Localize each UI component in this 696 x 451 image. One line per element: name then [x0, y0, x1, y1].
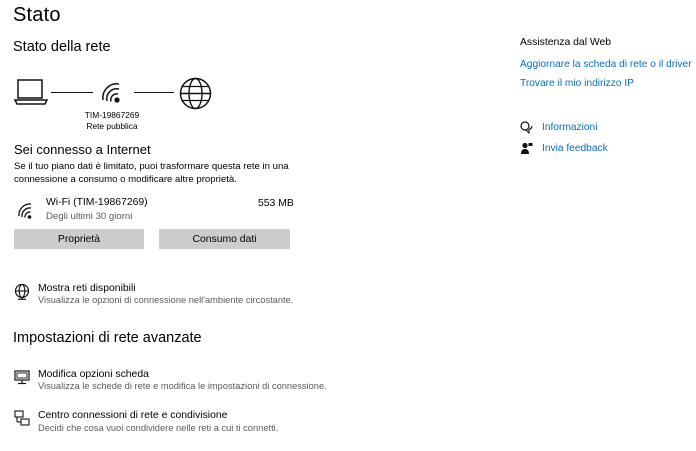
wifi-icon [101, 80, 129, 106]
feedback-icon [520, 142, 533, 155]
network-type: Rete pubblica [86, 121, 138, 131]
network-sharing-center-link[interactable]: Centro connessioni di rete e condivisione [38, 410, 228, 421]
available-networks-description: Visualizza le opzioni di connessione nell'ambiente circostante. [38, 295, 294, 305]
data-usage-button[interactable]: Consumo dati [159, 229, 290, 249]
change-adapter-options-link[interactable]: Modifica opzioni scheda [38, 369, 149, 380]
network-sharing-center-description: Decidi che cosa vuoi condividere nelle reti a cui ti connetti. [38, 423, 279, 433]
adapter-period: Degli ultimi 30 giorni [46, 211, 133, 222]
data-usage-value: 553 MB [258, 198, 294, 209]
connection-description-line1: Se il tuo piano dati è limitato, puoi trasformare questa rete in una [14, 161, 289, 172]
info-chat-icon [520, 121, 533, 134]
update-adapter-driver-link[interactable]: Aggiornare la scheda di rete o il driver [520, 59, 692, 70]
properties-button[interactable]: Proprietà [14, 229, 144, 249]
adapter-name: Wi-Fi (TIM-19867269) [46, 197, 148, 208]
globe-icon [179, 77, 212, 110]
network-status-heading: Stato della rete [13, 39, 111, 55]
available-networks-icon [14, 283, 31, 300]
web-help-heading: Assistenza dal Web [520, 37, 612, 48]
network-name: TIM-19867269 [84, 110, 140, 120]
send-feedback-link[interactable]: Invia feedback [542, 143, 608, 154]
wifi-adapter-icon [18, 201, 38, 221]
show-available-networks-link[interactable]: Mostra reti disponibili [38, 283, 136, 294]
advanced-settings-heading: Impostazioni di rete avanzate [13, 330, 202, 346]
sharing-icon [14, 410, 31, 427]
connection-description-line2: connessione a consumo o modificare altre proprietà. [14, 174, 237, 185]
connection-line-right [134, 92, 174, 93]
change-adapter-options-description: Visualizza le schede di rete e modifica le impostazioni di connessione. [38, 381, 327, 391]
laptop-icon [14, 78, 48, 106]
connection-status-heading: Sei connesso a Internet [14, 142, 151, 157]
page-title: Stato [13, 4, 61, 26]
adapter-icon [14, 369, 31, 386]
connection-line-left [51, 92, 93, 93]
info-link[interactable]: Informazioni [542, 122, 598, 133]
find-ip-address-link[interactable]: Trovare il mio indirizzo IP [520, 78, 634, 89]
